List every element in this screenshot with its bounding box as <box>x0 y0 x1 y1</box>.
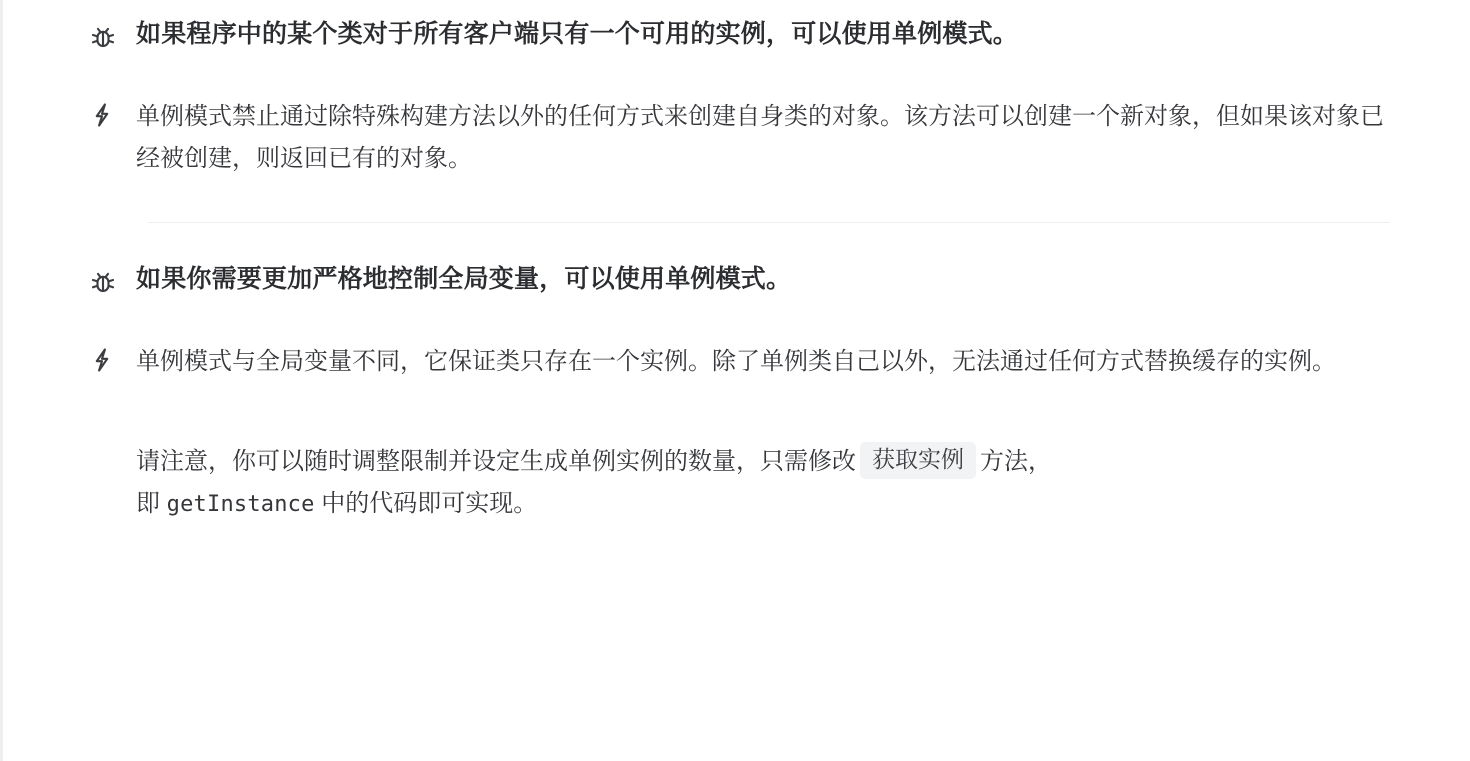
section-1-body-row <box>88 96 1400 180</box>
section-divider <box>148 222 1390 223</box>
note-line2-after: 中的代码即可实现。 <box>314 489 538 517</box>
lightning-icon <box>88 345 118 377</box>
section-2-heading: 如果你需要更加严格地控制全局变量，可以使用单例模式。 <box>136 264 792 293</box>
get-instance-code: getInstance <box>166 491 315 517</box>
bug-icon <box>88 22 118 54</box>
section-1-heading-row <box>88 18 1400 52</box>
section-2-heading-row <box>88 263 1400 297</box>
section-1 <box>88 18 1400 180</box>
section-2-body: 单例模式与全局变量不同，它保证类只存在一个实例。除了单例类自己以外，无法通过任何方式替换缓存的实例。 <box>136 347 1336 375</box>
note-line2-before: 即 <box>136 489 167 517</box>
section-2 <box>88 263 1400 525</box>
section-1-body: 单例模式禁止通过除特殊构建方法以外的任何方式来创建自身类的对象。该方法可以创建一个新对象，但如果该对象已经被创建，则返回已有的对象。 <box>136 102 1384 172</box>
section-1-heading: 如果程序中的某个类对于所有客户端只有一个可用的实例，可以使用单例模式。 <box>136 20 1019 48</box>
section-2-body-row <box>88 341 1400 383</box>
note-indent-spacer <box>88 445 118 477</box>
section-2-note <box>136 441 1052 525</box>
note-text-before: 请注意，你可以随时调整限制并设定生成单例实例的数量，只需修改 <box>136 447 856 475</box>
note-text-after: 方法， <box>980 447 1052 475</box>
lightning-icon <box>88 100 118 132</box>
section-2-note-row <box>88 441 1400 525</box>
get-instance-chip: 获取实例 <box>860 442 976 480</box>
left-edge-rule <box>0 0 3 761</box>
bug-icon <box>88 267 118 299</box>
